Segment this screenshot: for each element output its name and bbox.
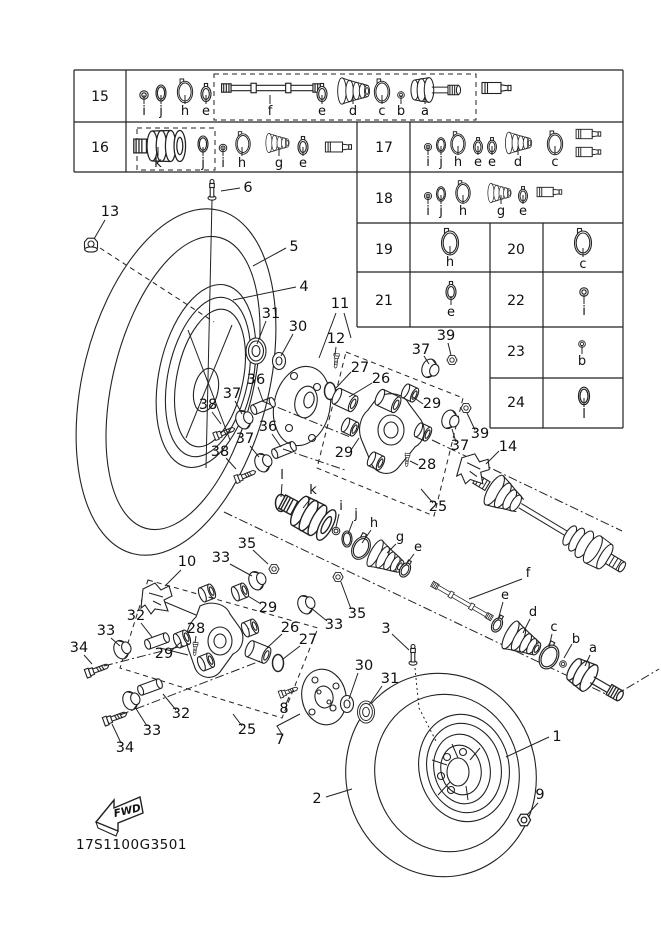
part-callout-27: 27 [350,360,370,376]
part-callout-30: 30 [288,319,308,335]
part-callout-5: 5 [289,239,299,255]
axle-letter-f: f [525,566,531,581]
tube-glyph [576,147,601,156]
bolt-glyph [278,685,299,698]
part-callout-29: 29 [154,646,174,662]
tube-glyph [325,142,351,152]
valve-leader-line [206,200,212,468]
nut-glyph [461,404,471,413]
axle-letter-l: l [280,468,284,483]
tube-glyph [537,187,562,196]
nutflange-glyph [85,238,98,252]
lug-nut-axis-line [100,248,214,322]
part-callout-9: 9 [535,787,545,803]
table-row-number-22: 22 [507,293,525,309]
pin-glyph [249,397,276,416]
tophat-glyph [439,408,461,432]
boot-glyph [505,132,531,154]
boot-glyph [488,183,511,202]
table-letter-h: h [458,204,468,219]
washer2-glyph [341,696,354,713]
part-callout-33: 33 [96,623,116,639]
part-callout-36: 36 [258,419,278,435]
axle-letter-h: h [369,516,379,531]
part-callout-32: 32 [126,608,146,624]
fwd-label: FWD [112,802,143,821]
table-letter-d: d [513,155,523,170]
part-callout-37: 37 [222,386,242,402]
table-letter-f: f [267,104,273,119]
table-letter-j: j [201,156,205,171]
table-row-number-17: 17 [375,140,393,156]
ringxs-glyph [560,661,567,668]
table-letter-b: b [396,104,406,119]
part-callout-2: 2 [312,791,322,807]
table-row-number-19: 19 [375,242,393,258]
nut-glyph [447,356,457,365]
part-callout-28: 28 [417,457,437,473]
part-callout-26: 26 [280,620,300,636]
table-letter-e: e [474,155,482,170]
axle-letter-j: j [354,507,358,522]
part-callout-30: 30 [354,658,374,674]
part-callout-37: 37 [450,438,470,454]
nut-glyph [333,573,343,582]
axle-letter-i: i [339,499,343,514]
pin-glyph [270,441,297,460]
table-letter-h: h [180,104,190,119]
part-callout-8: 8 [279,701,289,717]
table-letter-e: e [447,305,455,320]
table-letter-e: e [202,104,210,119]
tophat-glyph [246,568,269,592]
part-callout-38: 38 [198,397,218,413]
valve-axis-dotted-line [415,668,437,743]
table-letter-g: g [496,204,506,219]
part-callout-13: 13 [100,204,120,220]
bracket-glyph [141,583,172,614]
table-letter-b: b [577,354,587,369]
part-callout-33: 33 [142,723,162,739]
part-callout-26: 26 [371,371,391,387]
ringxs-glyph [580,288,588,296]
part-callout-29: 29 [334,445,354,461]
part-callout-37: 37 [235,431,255,447]
table-letter-d: d [348,104,358,119]
fwd-arrow [96,797,143,836]
part-callout-4: 4 [299,279,309,295]
bush-glyph [230,582,250,602]
table-row-number-16: 16 [91,140,109,156]
part-callout-29: 29 [258,600,278,616]
table-letter-h: h [445,255,455,270]
shaft-glyph [222,83,323,92]
tube-glyph [576,129,601,138]
table-letter-h: h [237,156,247,171]
ringxs-glyph [332,527,340,535]
part-callout-29: 29 [422,396,442,412]
part-callout-36: 36 [246,372,266,388]
part-callout-33: 33 [324,617,344,633]
washer2-glyph [273,353,286,370]
table-row-number-18: 18 [375,191,393,207]
axle-letter-k: k [309,483,317,498]
table-letter-j: j [439,204,443,219]
part-callout-14: 14 [498,439,518,455]
tophat-glyph [419,357,441,381]
boot-glyph [266,133,289,152]
table-letter-i: i [142,104,146,119]
oring-glyph [342,531,352,547]
table-row-number-24: 24 [507,395,525,411]
table-letter-c: c [378,104,386,119]
table-letter-e: e [519,204,527,219]
table-row-number-23: 23 [507,344,525,360]
table-letter-h: h [453,155,463,170]
table-row-number-21: 21 [375,293,393,309]
part-callout-31: 31 [261,306,281,322]
table-letter-k: k [154,156,162,171]
part-callout-12: 12 [326,331,346,347]
tophat-glyph [295,592,318,616]
rear-wheel-upper [43,188,309,576]
axle-letter-e: e [501,588,509,603]
axle-letter-b: b [571,632,581,647]
part-callout-35: 35 [237,536,257,552]
part-callout-37: 37 [411,342,431,358]
valve-glyph [409,645,417,666]
axle-letter-e: e [414,540,422,555]
drawing-code: 17S1100G3501 [76,837,187,853]
oringD-glyph [273,655,284,672]
part-callout-25: 25 [428,499,448,515]
part-callout-32: 32 [171,706,191,722]
bush-glyph [197,583,217,603]
table-letter-i: i [426,204,430,219]
valve-glyph [208,180,216,201]
table-letter-j: j [439,155,443,170]
table-letter-e: e [488,155,496,170]
table-row-number-20: 20 [507,242,525,258]
part-callout-35: 35 [347,606,367,622]
table-letter-e: e [318,104,326,119]
table-letter-c: c [551,155,559,170]
boot-glyph [338,78,370,104]
part-callout-28: 28 [186,621,206,637]
part-callout-27: 27 [298,632,318,648]
table-letter-i: i [582,304,586,319]
part-callout-34: 34 [69,640,89,656]
part-callout-25: 25 [237,722,257,738]
rear-wheel-lower [327,655,555,894]
nut-glyph [269,565,279,574]
bolt-glyph [234,468,257,484]
joint-glyph [563,654,630,710]
part-callout-31: 31 [380,671,400,687]
axle-letter-d: d [528,605,538,620]
sleeve-glyph [243,639,273,664]
part-callout-6: 6 [243,180,253,196]
bolt-glyph [102,709,128,726]
part-callout-38: 38 [210,444,230,460]
wheel-hub [266,361,337,451]
part-callout-39: 39 [436,328,456,344]
part-callout-11: 11 [330,296,350,312]
table-letter-l: l [582,407,586,422]
joint-glyph [411,78,461,103]
axle-letter-g: g [395,530,405,545]
axle-letter-a: a [589,641,597,656]
part-callout-7: 7 [275,732,285,748]
table-letter-a: a [421,104,429,119]
pin-glyph [136,678,163,696]
tube-glyph [482,83,511,94]
table-row-number-15: 15 [91,89,109,105]
axle-letter-c: c [550,620,558,635]
table-letter-j: j [159,104,163,119]
part-callout-10: 10 [177,554,197,570]
part-callout-3: 3 [381,621,391,637]
nut-glyph [517,814,530,825]
table-letter-c: c [579,257,587,272]
table-letter-g: g [274,156,284,171]
clampbig-glyph [236,132,250,155]
bolt-glyph [84,661,110,678]
bearing-glyph [358,701,375,723]
part-callout-33: 33 [211,550,231,566]
bearing-glyph [246,338,266,364]
table-letter-e: e [299,156,307,171]
axle-shaft-assembly [467,464,633,583]
table-letter-i: i [221,156,225,171]
part-callout-1: 1 [552,729,562,745]
bolt-glyph [333,353,340,368]
table-letter-i: i [426,155,430,170]
part-callout-39: 39 [470,426,490,442]
part-callout-34: 34 [115,740,135,756]
